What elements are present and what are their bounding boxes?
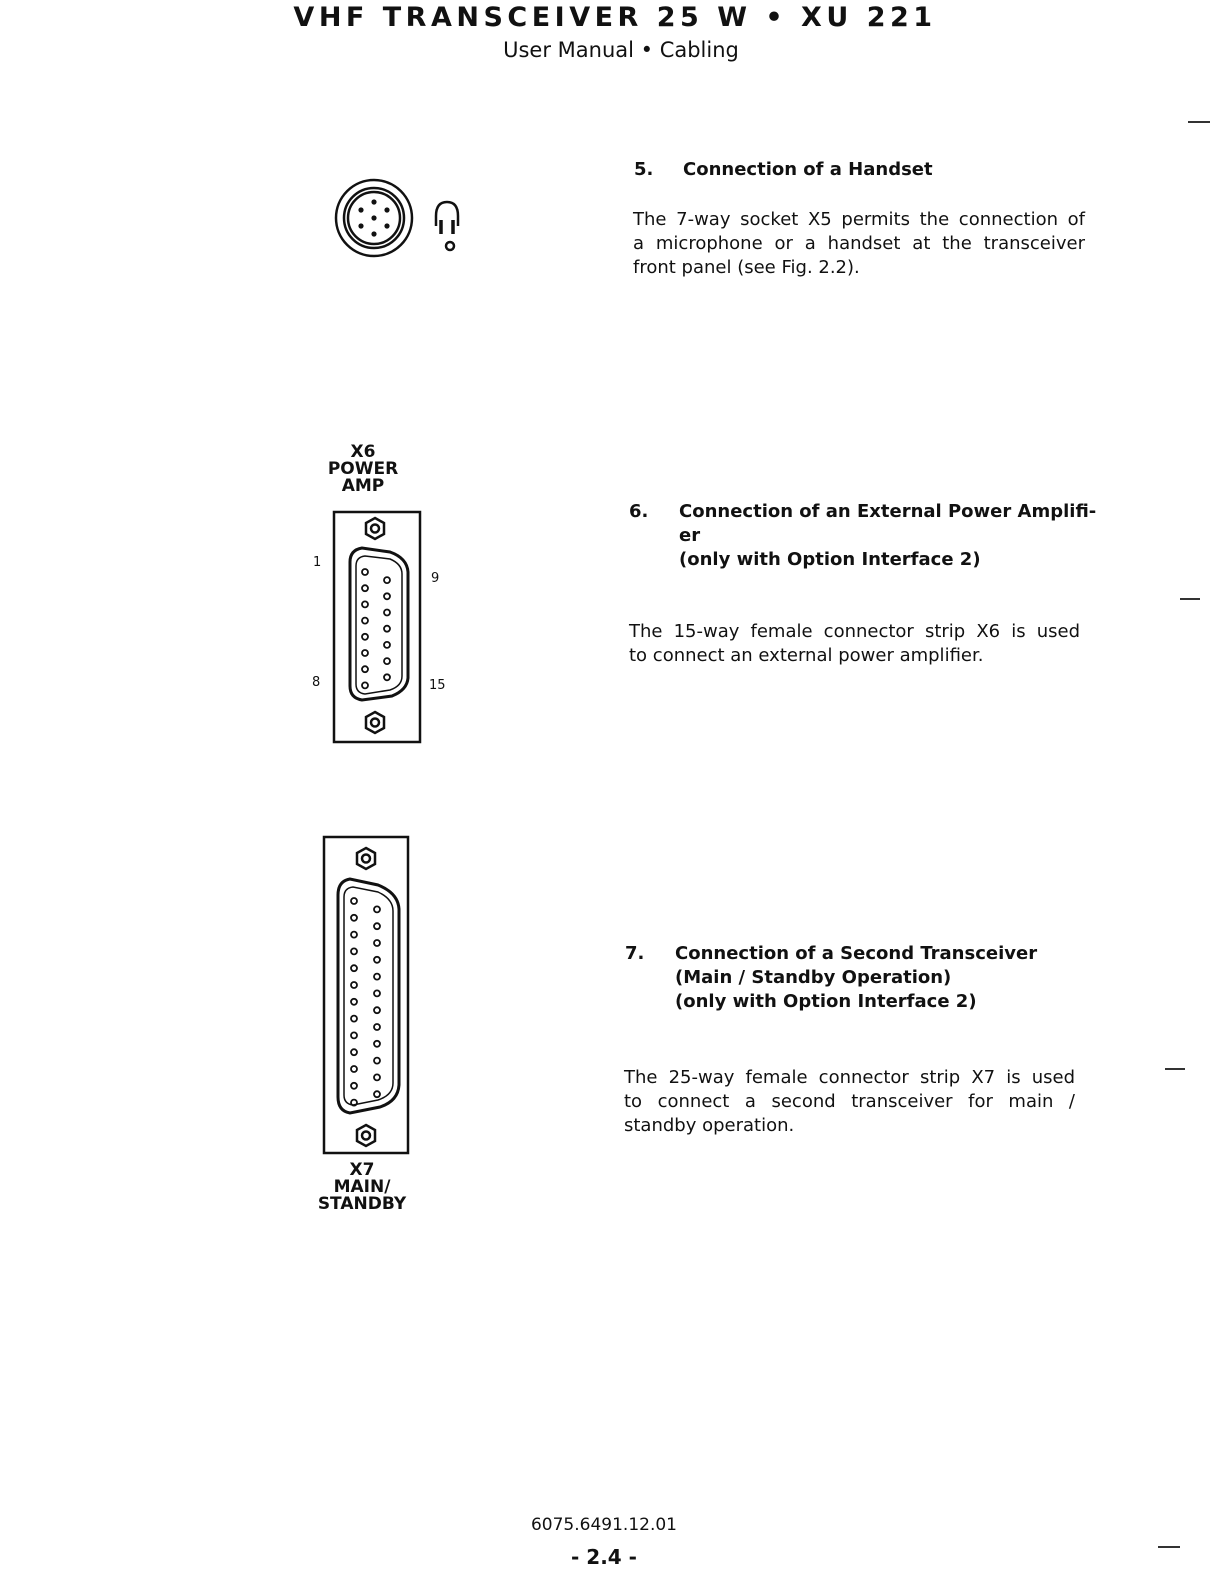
pin-hole [384, 674, 390, 680]
pin-label-9: 9 [431, 571, 440, 586]
body-line: to connect an external power amplifier. [629, 645, 984, 666]
pin-hole [362, 682, 368, 688]
x7-connector-figure [322, 835, 410, 1155]
pin-hole [384, 642, 390, 648]
pin-hole [374, 1024, 380, 1030]
pin-hole [384, 593, 390, 599]
section-number: 7. [625, 943, 645, 964]
pin-holes [351, 898, 380, 1106]
heading-line: (only with Option Interface 2) [679, 549, 981, 570]
pin-label-1: 1 [313, 555, 322, 570]
pin-hole [384, 626, 390, 632]
pin-hole [384, 658, 390, 664]
label-line: MAIN/ [333, 1177, 391, 1197]
x6-label [322, 444, 404, 495]
scan-mark [1180, 598, 1200, 600]
x6-connector-figure [332, 510, 422, 744]
dsub-shell [338, 879, 399, 1113]
pin-hole [351, 932, 357, 938]
heading-line: (only with Option Interface 2) [675, 991, 977, 1012]
label-line: STANDBY [317, 1194, 407, 1214]
pin-hole [351, 1066, 357, 1072]
pin-hole [351, 965, 357, 971]
pin-hole [374, 1091, 380, 1097]
section-heading [675, 942, 1037, 1014]
x5-handset-socket-figure [328, 176, 468, 266]
pin-hole [374, 940, 380, 946]
socket-pins [358, 199, 389, 236]
section-heading [683, 158, 933, 182]
scan-mark [1165, 1068, 1185, 1070]
pin-hole [374, 1041, 380, 1047]
pin-hole [362, 634, 368, 640]
pin-hole [362, 618, 368, 624]
document-title: VHF TRANSCEIVER 25 W • XU 221 [293, 2, 937, 33]
pin-hole [351, 1016, 357, 1022]
heading-line: Connection of an External Power Amplifi- [679, 501, 1097, 522]
document-subtitle: User Manual • Cabling [503, 38, 739, 62]
pin-hole [351, 948, 357, 954]
pin-hole [374, 906, 380, 912]
body-line: The 15-way female connector strip X6 is used [629, 621, 1080, 642]
pin-hole [384, 610, 390, 616]
body-line: a microphone or a handset at the transceiver [633, 233, 1085, 254]
page-number: - 2.4 - [571, 1545, 637, 1569]
section-body [633, 208, 1085, 280]
pin-hole [362, 650, 368, 656]
heading-line: er [679, 525, 701, 546]
pin-hole [362, 569, 368, 575]
label-line: AMP [341, 476, 385, 496]
pin-hole [374, 1007, 380, 1013]
pin-hole [362, 666, 368, 672]
pin-label-15: 15 [429, 678, 446, 693]
mounting-screw-icon [357, 848, 375, 869]
heading-line: (Main / Standby Operation) [675, 967, 952, 988]
pin-hole [374, 923, 380, 929]
section-body [629, 620, 1080, 668]
section-heading [679, 500, 1096, 572]
pin-hole [374, 990, 380, 996]
body-line: to connect a second transceiver for main / [624, 1091, 1075, 1112]
pin-hole [351, 1083, 357, 1089]
label-line: POWER [327, 459, 399, 479]
label-line: X7 [349, 1160, 375, 1180]
mounting-screw-icon [366, 712, 384, 733]
body-line: standby operation. [624, 1115, 795, 1136]
body-line: front panel (see Fig. 2.2). [633, 257, 860, 278]
body-line: The 25-way female connector strip X7 is used [624, 1067, 1075, 1088]
scan-mark [1188, 121, 1210, 123]
pin-hole [374, 974, 380, 980]
pin-hole [374, 1074, 380, 1080]
x7-label [312, 1162, 412, 1213]
pin-hole [351, 898, 357, 904]
pin-hole [351, 999, 357, 1005]
pin-hole [351, 982, 357, 988]
dsub-shell [350, 548, 408, 700]
heading-line: Connection of a Handset [683, 159, 933, 180]
section-body [624, 1066, 1075, 1138]
section-number: 5. [634, 159, 654, 180]
section-number: 6. [629, 501, 649, 522]
mounting-screw-icon [357, 1125, 375, 1146]
document-number: 6075.6491.12.01 [530, 1515, 677, 1535]
pin-hole [351, 1032, 357, 1038]
pin-hole [374, 957, 380, 963]
scan-mark [1158, 1546, 1180, 1548]
pin-label-8: 8 [312, 675, 321, 690]
pin-holes [362, 569, 390, 688]
pin-hole [384, 577, 390, 583]
pin-hole [362, 601, 368, 607]
pin-hole [374, 1058, 380, 1064]
pin-hole [362, 585, 368, 591]
pin-hole [351, 915, 357, 921]
mounting-screw-icon [366, 518, 384, 539]
heading-line: Connection of a Second Transceiver [675, 943, 1038, 964]
body-line: The 7-way socket X5 permits the connection of [633, 209, 1085, 230]
label-line: X6 [350, 442, 376, 462]
handset-icon [436, 202, 458, 250]
pin-hole [351, 1049, 357, 1055]
